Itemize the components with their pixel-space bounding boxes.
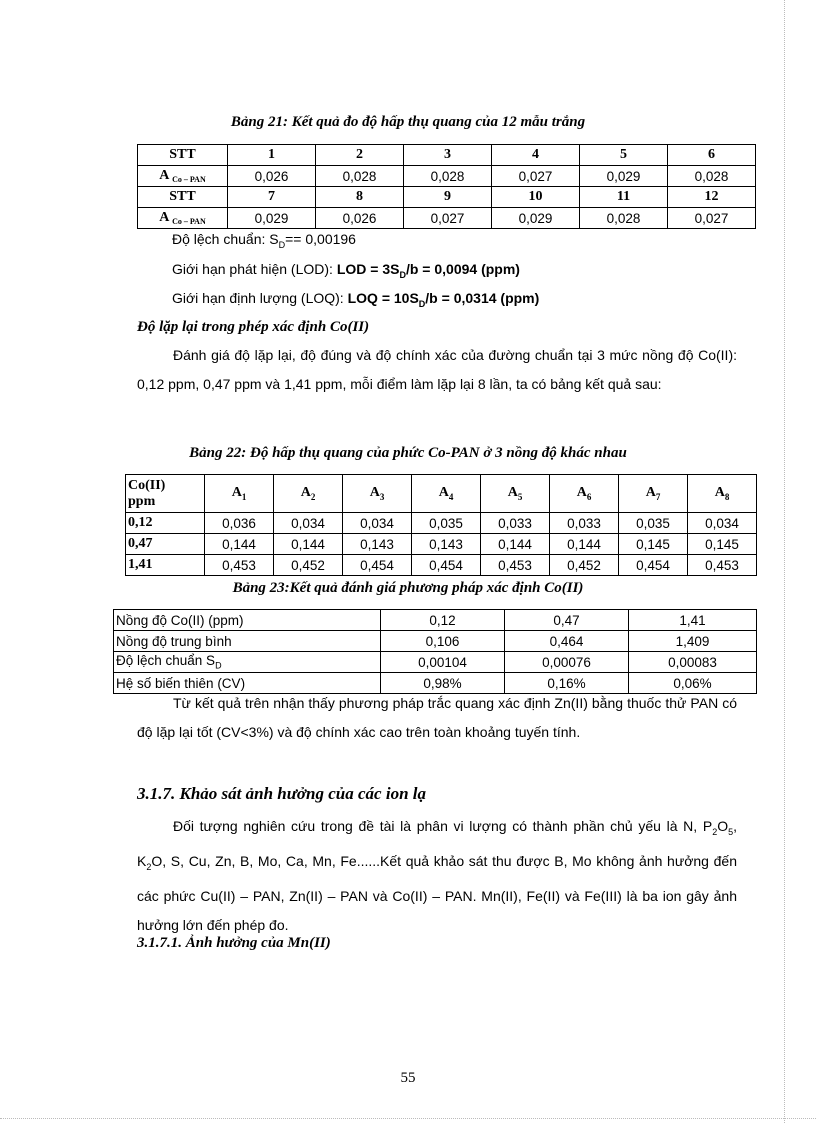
table22-value: 0,452 bbox=[550, 555, 619, 576]
table23-value: 0,47 bbox=[505, 610, 629, 631]
table21-stt-12: 12 bbox=[668, 187, 756, 208]
table23-value: 0,12 bbox=[381, 610, 505, 631]
section-317-paragraph: Đối tượng nghiên cứu trong đề tài là phân vi lượng có thành phần chủ yếu là N, $P_2O_5$, $K_2O$, S, Cu, Zn, B, Mo, Ca, Mn, Fe......Kết quả khảo sát thu được B, Mo không ảnh hưởng đến các phức Cu(II) – PAN, Zn(II) – PAN và Co(II) – PAN. Mn(II), Fe(II) và Fe(III) là ba ion gây ảnh hưởng lớn đến phép đo. bbox=[137, 818, 737, 933]
table21-a-label: A $_{Co - PAN}$ bbox=[138, 166, 228, 187]
table21-value: 0,029 bbox=[492, 208, 580, 229]
table21-a-label-2: A $_{Co - PAN}$ bbox=[138, 208, 228, 229]
table22-row-label: 0,12 bbox=[126, 513, 205, 534]
table23-value: 1,41 bbox=[629, 610, 757, 631]
table-row bbox=[138, 208, 756, 229]
table23-row-label: Nồng độ Co(II) (ppm) bbox=[114, 610, 381, 631]
table22-value: 0,034 bbox=[688, 513, 757, 534]
table22-value: 0,143 bbox=[343, 534, 412, 555]
table22-value: 0,454 bbox=[619, 555, 688, 576]
section-3171-heading: 3.1.7.1. Ảnh hưởng của Mn(II) bbox=[137, 935, 331, 951]
table-row bbox=[138, 145, 756, 166]
table22-value: 0,144 bbox=[205, 534, 274, 555]
table22-value: 0,033 bbox=[481, 513, 550, 534]
table22-value: 0,033 bbox=[550, 513, 619, 534]
table22-row-label: 1,41 bbox=[126, 555, 205, 576]
conclusion-paragraph: Từ kết quả trên nhận thấy phương pháp trắc quang xác định Zn(II) bằng thuốc thử PAN có độ lặp lại tốt (CV<3%) và độ chính xác cao trên toàn khoảng tuyến tính. bbox=[137, 695, 737, 740]
table21-stt-9: 9 bbox=[404, 187, 492, 208]
table-row bbox=[126, 534, 757, 555]
table22-value: 0,453 bbox=[688, 555, 757, 576]
table22-header: $A_6$ bbox=[550, 475, 619, 513]
table21-value: 0,028 bbox=[404, 166, 492, 187]
table21-stt-2: 2 bbox=[316, 145, 404, 166]
repeat-paragraph: Đánh giá độ lặp lại, độ đúng và độ chính xác của đường chuẩn tại 3 mức nồng độ Co(II): 0,12 ppm, 0,47 ppm và 1,41 ppm, mỗi điểm làm lặp lại 8 lần, ta có bảng kết quả sau: bbox=[137, 347, 737, 392]
table21-value: 0,028 bbox=[580, 208, 668, 229]
table21-value: 0,028 bbox=[316, 166, 404, 187]
table-row bbox=[126, 475, 757, 513]
table21-stt-10: 10 bbox=[492, 187, 580, 208]
table22-value: 0,453 bbox=[481, 555, 550, 576]
table22-value: 0,144 bbox=[274, 534, 343, 555]
table22-value: 0,034 bbox=[343, 513, 412, 534]
section-317-heading: 3.1.7. Khảo sát ảnh hưởng của các ion lạ bbox=[137, 784, 426, 803]
table22 bbox=[125, 474, 757, 576]
table22-header: $A_1$ bbox=[205, 475, 274, 513]
table22-header: $A_7$ bbox=[619, 475, 688, 513]
table21-value: 0,026 bbox=[316, 208, 404, 229]
table21-stt-label-2: STT bbox=[138, 187, 228, 208]
table-row bbox=[114, 631, 757, 652]
table21-stt-label: STT bbox=[138, 145, 228, 166]
table23 bbox=[113, 609, 757, 694]
table22-value: 0,034 bbox=[274, 513, 343, 534]
table21-stt-3: 3 bbox=[404, 145, 492, 166]
table23-value: 0,06% bbox=[629, 673, 757, 694]
table22-corner: Co(II) ppm bbox=[126, 475, 205, 513]
table22-header: $A_4$ bbox=[412, 475, 481, 513]
table21-stt-5: 5 bbox=[580, 145, 668, 166]
table22-value: 0,035 bbox=[412, 513, 481, 534]
table-row bbox=[126, 513, 757, 534]
repeat-heading: Độ lặp lại trong phép xác định Co(II) bbox=[137, 319, 370, 335]
table21-stt-11: 11 bbox=[580, 187, 668, 208]
page-bottom-line bbox=[0, 1118, 816, 1119]
table23-value: 0,00076 bbox=[505, 652, 629, 673]
table23-value: 1,409 bbox=[629, 631, 757, 652]
table21 bbox=[137, 144, 756, 229]
table21-stt-7: 7 bbox=[228, 187, 316, 208]
table22-value: 0,144 bbox=[481, 534, 550, 555]
table22-value: 0,143 bbox=[412, 534, 481, 555]
table22-caption: Bảng 22: Độ hấp thụ quang của phức Co-PAN ở 3 nồng độ khác nhau bbox=[189, 445, 627, 461]
table23-caption: Bảng 23:Kết quả đánh giá phương pháp xác định Co(II) bbox=[232, 580, 584, 596]
table22-header: $A_3$ bbox=[343, 475, 412, 513]
table22-header: $A_2$ bbox=[274, 475, 343, 513]
lod-line: Giới hạn phát hiện (LOD): LOD = $3S_D/b = 0,0094$ (ppm) bbox=[172, 261, 520, 280]
table22-header: $A_5$ bbox=[481, 475, 550, 513]
table21-stt-4: 4 bbox=[492, 145, 580, 166]
table23-row-label: Hệ số biến thiên (CV) bbox=[114, 673, 381, 694]
table21-caption: Bảng 21: Kết quả đo độ hấp thụ quang của 12 mẫu trắng bbox=[230, 114, 586, 130]
table-row bbox=[138, 187, 756, 208]
table22-value: 0,144 bbox=[550, 534, 619, 555]
page-number: 55 bbox=[400, 1070, 416, 1086]
table23-value: 0,464 bbox=[505, 631, 629, 652]
table21-value: 0,028 bbox=[668, 166, 756, 187]
table21-value: 0,027 bbox=[668, 208, 756, 229]
table22-value: 0,035 bbox=[619, 513, 688, 534]
table-row bbox=[114, 652, 757, 673]
table23-row-label: Nồng độ trung bình bbox=[114, 631, 381, 652]
page-margin-line bbox=[784, 0, 785, 1123]
table21-value: 0,026 bbox=[228, 166, 316, 187]
table23-value: 0,106 bbox=[381, 631, 505, 652]
table22-value: 0,454 bbox=[412, 555, 481, 576]
loq-line: Giới hạn định lượng (LOQ): LOQ = $10S_D/b = 0,0314$ (ppm) bbox=[172, 290, 540, 309]
table21-value: 0,029 bbox=[580, 166, 668, 187]
table-row bbox=[126, 555, 757, 576]
table23-value: 0,98% bbox=[381, 673, 505, 694]
table23-row-label: Độ lệch chuẩn $S_D$ bbox=[114, 652, 381, 673]
table22-value: 0,454 bbox=[343, 555, 412, 576]
table23-wrapper bbox=[116, 609, 756, 693]
table22-value: 0,145 bbox=[688, 534, 757, 555]
table21-stt-6: 6 bbox=[668, 145, 756, 166]
table21-value: 0,027 bbox=[404, 208, 492, 229]
table21-stt-8: 8 bbox=[316, 187, 404, 208]
table-row bbox=[114, 610, 757, 631]
table22-wrapper bbox=[128, 474, 756, 573]
table22-value: 0,452 bbox=[274, 555, 343, 576]
table22-row-label: 0,47 bbox=[126, 534, 205, 555]
table22-value: 0,453 bbox=[205, 555, 274, 576]
table21-value: 0,029 bbox=[228, 208, 316, 229]
table22-value: 0,145 bbox=[619, 534, 688, 555]
table21-value: 0,027 bbox=[492, 166, 580, 187]
table22-header: $A_8$ bbox=[688, 475, 757, 513]
table22-value: 0,036 bbox=[205, 513, 274, 534]
table-row bbox=[138, 166, 756, 187]
table23-value: 0,16% bbox=[505, 673, 629, 694]
table23-value: 0,00083 bbox=[629, 652, 757, 673]
table21-stt-1: 1 bbox=[228, 145, 316, 166]
sd-line: Độ lệch chuẩn: $S_D== 0,00196$ bbox=[172, 231, 356, 250]
table23-value: 0,00104 bbox=[381, 652, 505, 673]
